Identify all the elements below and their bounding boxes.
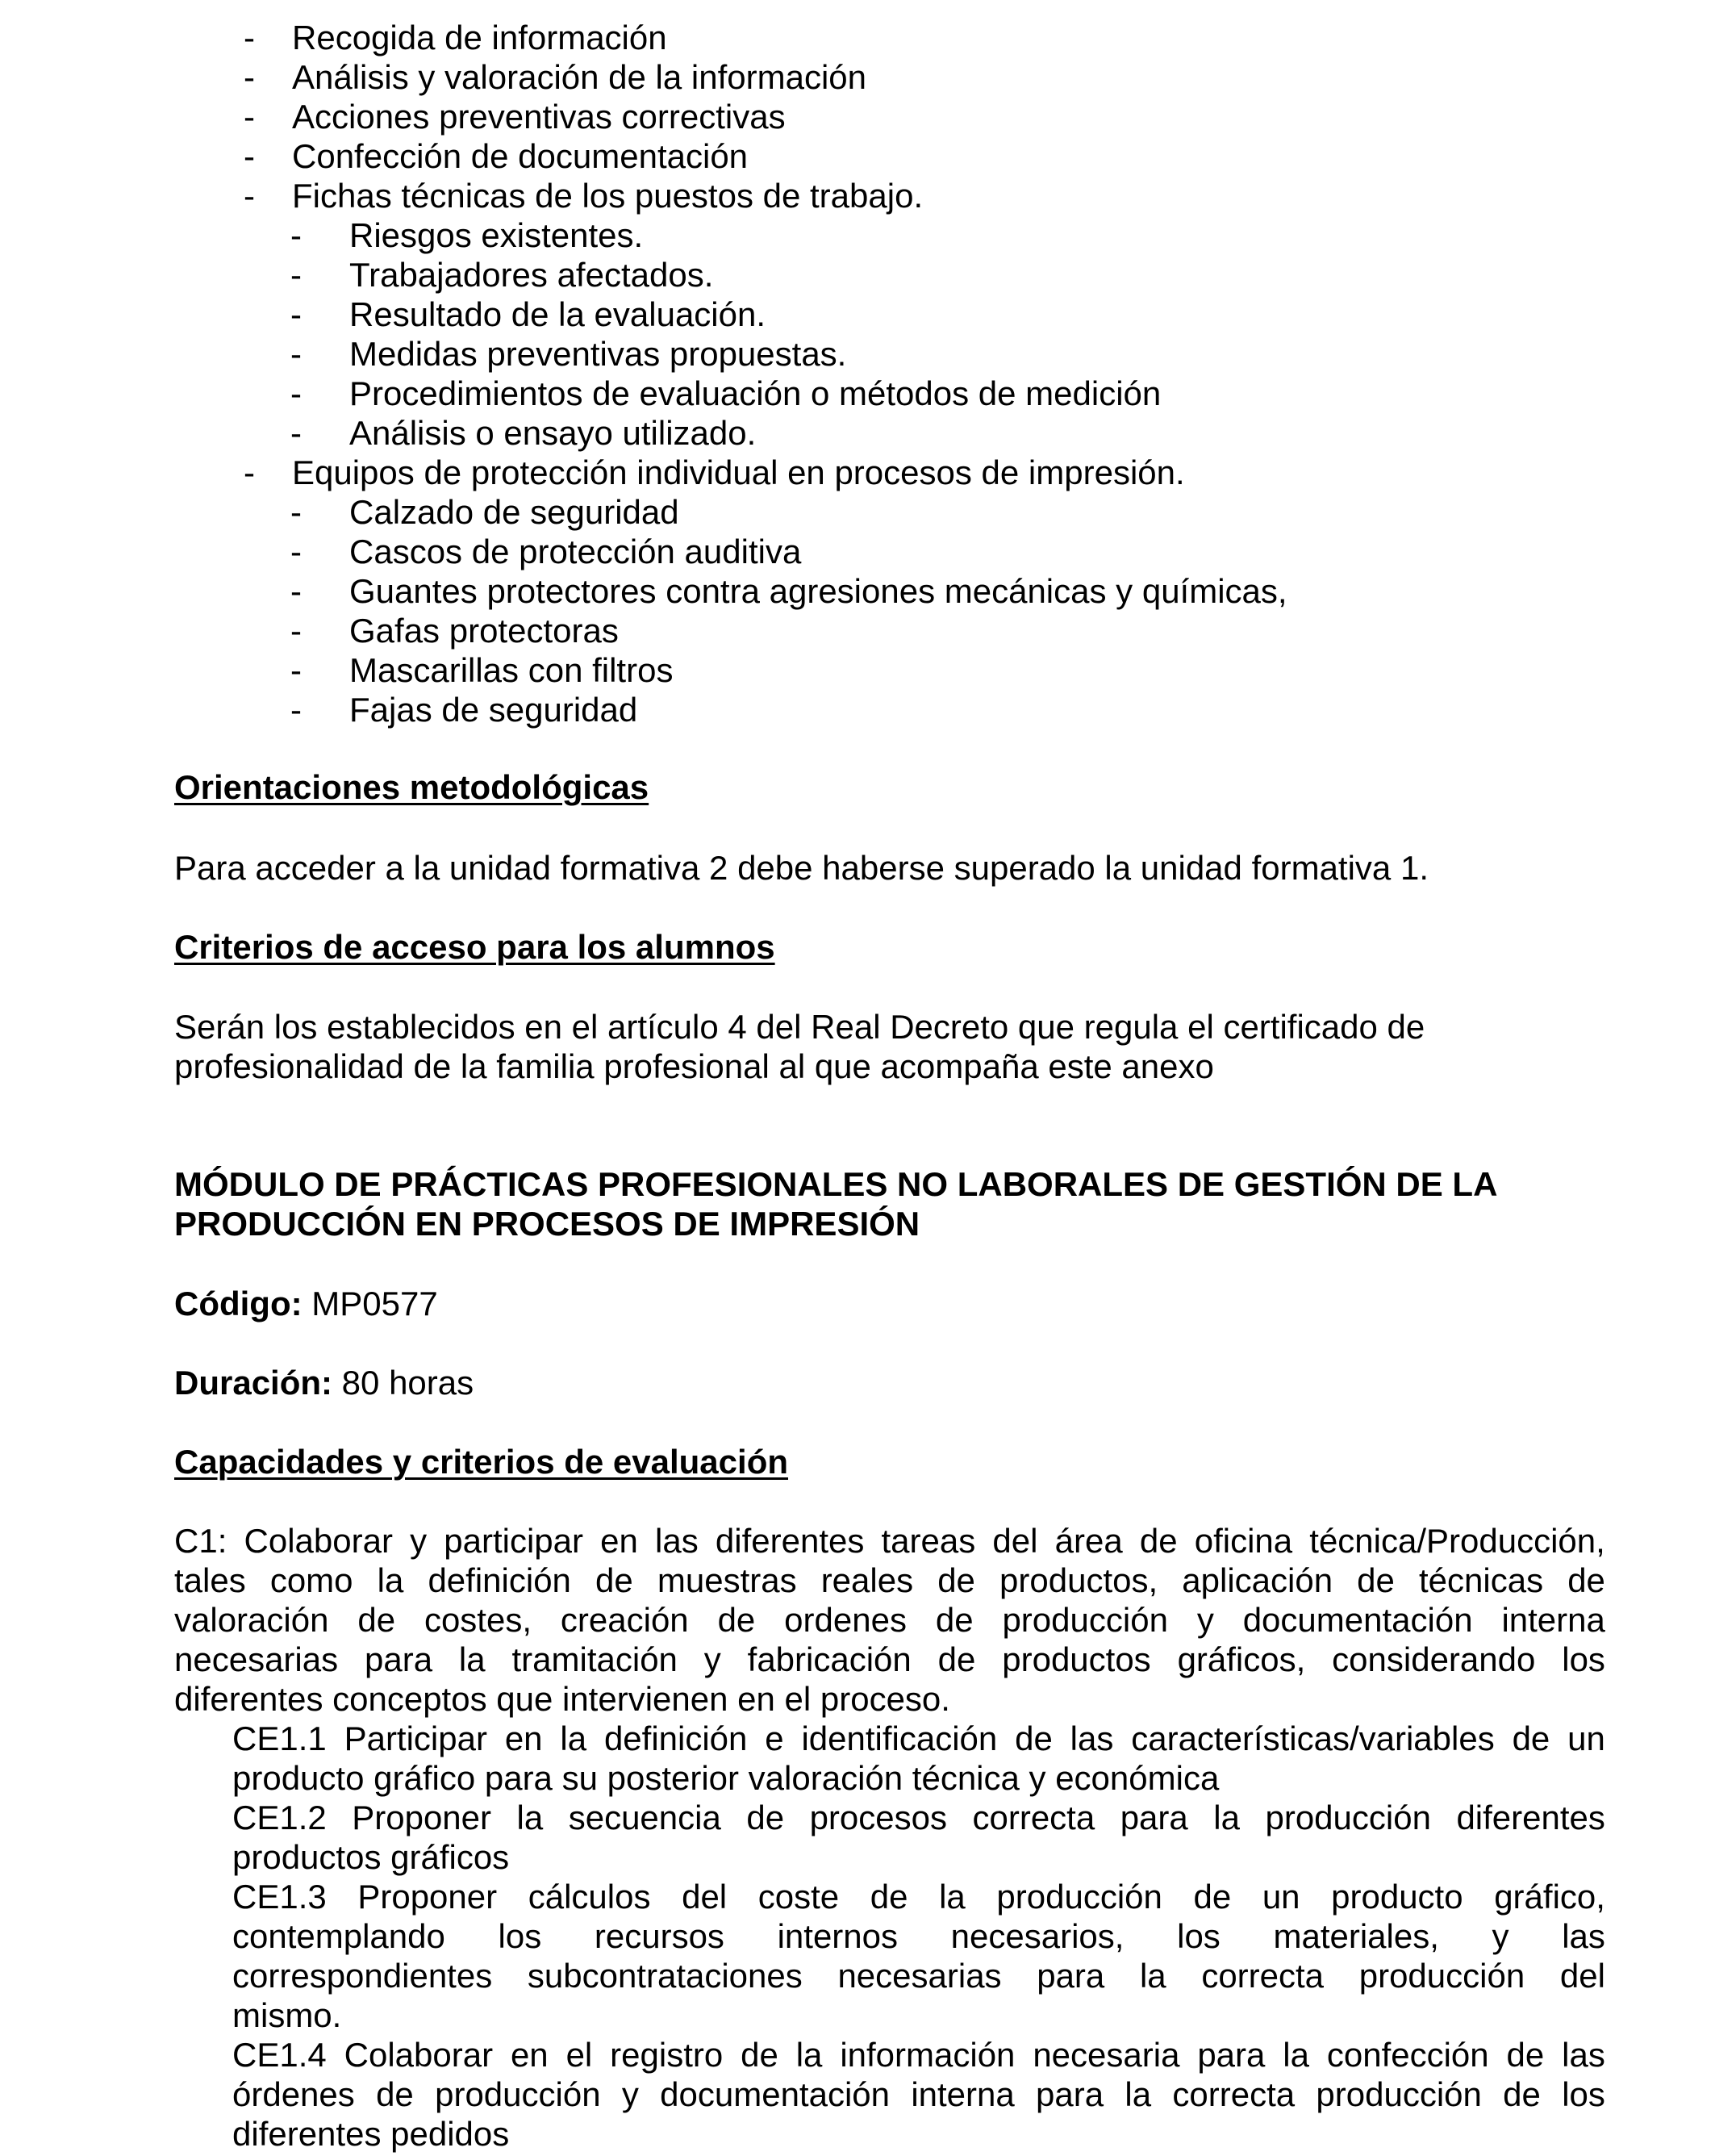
word: producción <box>1265 1799 1431 1836</box>
section-heading-criterios: Criterios de acceso para los alumnos <box>174 928 775 966</box>
word: y <box>621 2075 639 2113</box>
word: tramitación <box>511 1640 678 1678</box>
word: recursos <box>594 1917 724 1955</box>
word: correcta <box>1172 2075 1296 2113</box>
word: un <box>1262 1878 1300 1916</box>
word: valoración <box>174 1601 329 1639</box>
list-bullet: - <box>244 177 255 215</box>
list-bullet: - <box>290 414 302 452</box>
word: interna <box>911 2075 1015 2113</box>
word: producción <box>435 2075 601 2113</box>
list-bullet: - <box>290 612 302 650</box>
word: de <box>1139 1522 1178 1560</box>
word: Participar <box>344 1719 487 1757</box>
word: la <box>939 1878 966 1916</box>
module-title-line: PRODUCCIÓN EN PROCESOS DE IMPRESIÓN <box>174 1205 920 1243</box>
word: CE1.2 <box>232 1799 327 1836</box>
paragraph-last-line: producto gráfico para su posterior valoración técnica y económica <box>232 1759 1220 1797</box>
justified-line <box>174 1640 1605 1679</box>
word: y <box>703 1640 721 1678</box>
word: producción <box>1002 1601 1168 1639</box>
list-item: Acciones preventivas correctivas <box>292 98 786 136</box>
module-code <box>174 1284 438 1323</box>
word: de <box>376 2075 414 2113</box>
word: de <box>741 2036 778 2074</box>
word: de <box>357 1601 396 1639</box>
list-item: Resultado de la evaluación. <box>349 295 766 333</box>
word: oficina <box>1194 1522 1293 1560</box>
duration-label: Duración: <box>174 1364 333 1402</box>
module-title-line <box>174 1164 1605 1204</box>
word: de <box>717 1601 756 1639</box>
word: confección <box>1326 2036 1489 2074</box>
word: las <box>1070 1719 1114 1757</box>
word: productos, <box>999 1561 1158 1599</box>
word: para <box>1120 1799 1188 1836</box>
word: órdenes <box>232 2075 355 2113</box>
word: necesaria <box>1033 2036 1180 2074</box>
word: registro <box>610 2036 724 2074</box>
word: las <box>655 1522 699 1560</box>
list-item-epi: Equipos de protección individual en procesos de impresión. <box>292 453 1185 491</box>
list-bullet: - <box>290 256 302 294</box>
duration-value: 80 horas <box>332 1364 474 1402</box>
justified-line <box>174 1521 1605 1561</box>
list-item: Análisis y valoración de la información <box>292 58 867 96</box>
word: necesarias <box>174 1640 339 1678</box>
paragraph-last-line: mismo. <box>232 1996 342 2034</box>
word: necesarias <box>837 1957 1002 1995</box>
word: de <box>1512 1719 1550 1757</box>
word: participar <box>444 1522 584 1560</box>
word: en <box>504 1719 543 1757</box>
word: necesarios, <box>950 1917 1125 1955</box>
justified-line <box>232 1798 1605 1837</box>
justified-line <box>174 1600 1605 1640</box>
word: CE1.4 <box>232 2036 327 2074</box>
word: definición <box>603 1719 748 1757</box>
word: diferentes <box>1456 1799 1605 1836</box>
word: la <box>1283 2036 1309 2074</box>
word: y <box>1492 1917 1509 1955</box>
list-item: Confección de documentación <box>292 137 749 175</box>
word: características/variables <box>1131 1719 1495 1757</box>
list-bullet: - <box>244 58 255 96</box>
word: tales <box>174 1561 246 1599</box>
word: la <box>1125 2075 1152 2113</box>
word: los <box>1177 1917 1221 1955</box>
word: de <box>1357 1561 1395 1599</box>
word: muestras <box>657 1561 797 1599</box>
word: información <box>840 2036 1016 2074</box>
word: un <box>1567 1719 1605 1757</box>
word: definición <box>428 1561 571 1599</box>
list-bullet: - <box>290 374 302 412</box>
word: diferentes <box>715 1522 865 1560</box>
list-item: Medidas preventivas propuestas. <box>349 335 847 373</box>
word: y <box>410 1522 428 1560</box>
word: aplicación <box>1182 1561 1333 1599</box>
word: en <box>510 2036 549 2074</box>
word: producción <box>1358 1957 1525 1995</box>
word: la <box>458 1640 486 1678</box>
orientaciones-text: Para acceder a la unidad formativa 2 debe haberse superado la unidad formativa 1. <box>174 849 1429 887</box>
list-item: Guantes protectores contra agresiones mecánicas y químicas, <box>349 572 1287 610</box>
word: subcontrataciones <box>527 1957 803 1995</box>
word: de <box>870 1878 908 1916</box>
word: área <box>1054 1522 1123 1560</box>
word: producto <box>1331 1878 1463 1916</box>
justified-line <box>232 2075 1605 2114</box>
list-item: Calzado de seguridad <box>349 493 679 531</box>
list-item: Análisis o ensayo utilizado. <box>349 414 757 452</box>
word: del <box>1559 1957 1605 1995</box>
list-bullet: - <box>290 651 302 689</box>
word: cálculos <box>528 1878 651 1916</box>
list-bullet: - <box>290 493 302 531</box>
list-bullet: - <box>290 572 302 610</box>
word: de <box>746 1799 785 1836</box>
word: los <box>498 1917 542 1955</box>
word: la <box>795 2036 823 2074</box>
word: para <box>364 1640 433 1678</box>
list-bullet: - <box>244 137 255 175</box>
section-heading-capacidades: Capacidades y criterios de evaluación <box>174 1443 789 1481</box>
word: la <box>1139 1957 1166 1995</box>
word: y <box>1196 1601 1214 1639</box>
word: CE1.1 <box>232 1719 327 1757</box>
word: para <box>1036 2075 1104 2113</box>
paragraph-last-line: diferentes conceptos que intervienen en el proceso. <box>174 1680 950 1718</box>
word: contemplando <box>232 1917 445 1955</box>
word: gráfico, <box>1494 1878 1605 1916</box>
word: internos <box>777 1917 899 1955</box>
paragraph-last-line: diferentes pedidos <box>232 2115 510 2153</box>
module-title-text: MÓDULO DE PRÁCTICAS PROFESIONALES NO LABORALES DE GESTIÓN DE LA <box>174 1165 1498 1203</box>
code-value: MP0577 <box>302 1285 438 1322</box>
justified-line <box>174 1561 1605 1600</box>
list-bullet: - <box>244 453 255 491</box>
word: de <box>1503 2075 1541 2113</box>
word: secuencia <box>568 1799 721 1836</box>
word: producción <box>996 1878 1162 1916</box>
list-item: Fichas técnicas de los puestos de trabajo. <box>292 177 924 215</box>
list-item: Riesgos existentes. <box>349 216 644 254</box>
word: los <box>1562 2075 1605 2113</box>
word: la <box>516 1799 544 1836</box>
justified-line <box>232 1877 1605 1916</box>
list-item: Fajas de seguridad <box>349 691 638 729</box>
word: Proponer <box>357 1878 498 1916</box>
word: del <box>682 1878 728 1916</box>
word: Colaborar <box>344 2036 494 2074</box>
list-bullet: - <box>290 691 302 729</box>
word: CE1.3 <box>232 1878 327 1916</box>
word: de <box>1567 1561 1605 1599</box>
word: del <box>992 1522 1038 1560</box>
word: de <box>1506 2036 1545 2074</box>
word: C1: <box>174 1522 227 1560</box>
word: interna <box>1501 1601 1605 1639</box>
word: ordenes <box>784 1601 907 1639</box>
criterios-text-line: Serán los establecidos en el artículo 4 del Real Decreto que regula el certificado de <box>174 1008 1425 1046</box>
word: las <box>1562 1917 1605 1955</box>
list-bullet: - <box>290 335 302 373</box>
word: de <box>937 1561 975 1599</box>
word: documentación <box>660 2075 891 2113</box>
criterios-text-line: profesionalidad de la familia profesional al que acompaña este anexo <box>174 1047 1214 1085</box>
list-bullet: - <box>244 19 255 56</box>
word: considerando <box>1332 1640 1536 1678</box>
word: de <box>1193 1878 1232 1916</box>
list-item: Cascos de protección auditiva <box>349 533 802 570</box>
list-bullet: - <box>290 295 302 333</box>
word: reales <box>820 1561 914 1599</box>
list-item: Trabajadores afectados. <box>349 256 714 294</box>
paragraph-last-line: productos gráficos <box>232 1838 510 1876</box>
section-heading-orientaciones: Orientaciones metodológicas <box>174 768 649 806</box>
list-item: Recogida de información <box>292 19 667 56</box>
justified-line <box>232 1916 1605 1956</box>
list-bullet: - <box>244 98 255 136</box>
word: los <box>1562 1640 1605 1678</box>
word: de <box>595 1561 633 1599</box>
word: correcta <box>1201 1957 1325 1995</box>
word: como <box>269 1561 353 1599</box>
word: de <box>935 1601 974 1639</box>
word: la <box>560 1719 587 1757</box>
word: la <box>377 1561 404 1599</box>
list-bullet: - <box>290 533 302 570</box>
word: fabricación <box>747 1640 912 1678</box>
word: para <box>1037 1957 1105 1995</box>
code-label: Código: <box>174 1285 303 1322</box>
word: de <box>937 1640 976 1678</box>
word: técnicas <box>1419 1561 1544 1599</box>
word: e <box>765 1719 784 1757</box>
justified-line <box>232 2035 1605 2075</box>
list-item: Mascarillas con filtros <box>349 651 674 689</box>
word: materiales, <box>1273 1917 1439 1955</box>
list-item: Gafas protectoras <box>349 612 619 650</box>
word: correcta <box>972 1799 1095 1836</box>
word: productos <box>1002 1640 1151 1678</box>
word: las <box>1562 2036 1605 2074</box>
justified-line <box>232 1956 1605 1995</box>
word: la <box>1213 1799 1240 1836</box>
word: Colaborar <box>244 1522 393 1560</box>
word: tareas <box>881 1522 976 1560</box>
word: correspondientes <box>232 1957 493 1995</box>
word: identificación <box>801 1719 998 1757</box>
word: Proponer <box>352 1799 492 1836</box>
word: creación <box>560 1601 689 1639</box>
word: de <box>1015 1719 1053 1757</box>
list-item: Procedimientos de evaluación o métodos de medición <box>349 374 1162 412</box>
module-duration <box>174 1363 474 1402</box>
word: coste <box>757 1878 840 1916</box>
word: técnica/Producción, <box>1309 1522 1605 1560</box>
word: en <box>600 1522 638 1560</box>
word: producción <box>1316 2075 1482 2113</box>
justified-line <box>232 1719 1605 1758</box>
list-bullet: - <box>290 216 302 254</box>
word: el <box>565 2036 593 2074</box>
word: para <box>1197 2036 1266 2074</box>
word: procesos <box>809 1799 947 1836</box>
word: documentación <box>1242 1601 1473 1639</box>
word: costes, <box>424 1601 532 1639</box>
word: gráficos, <box>1177 1640 1306 1678</box>
